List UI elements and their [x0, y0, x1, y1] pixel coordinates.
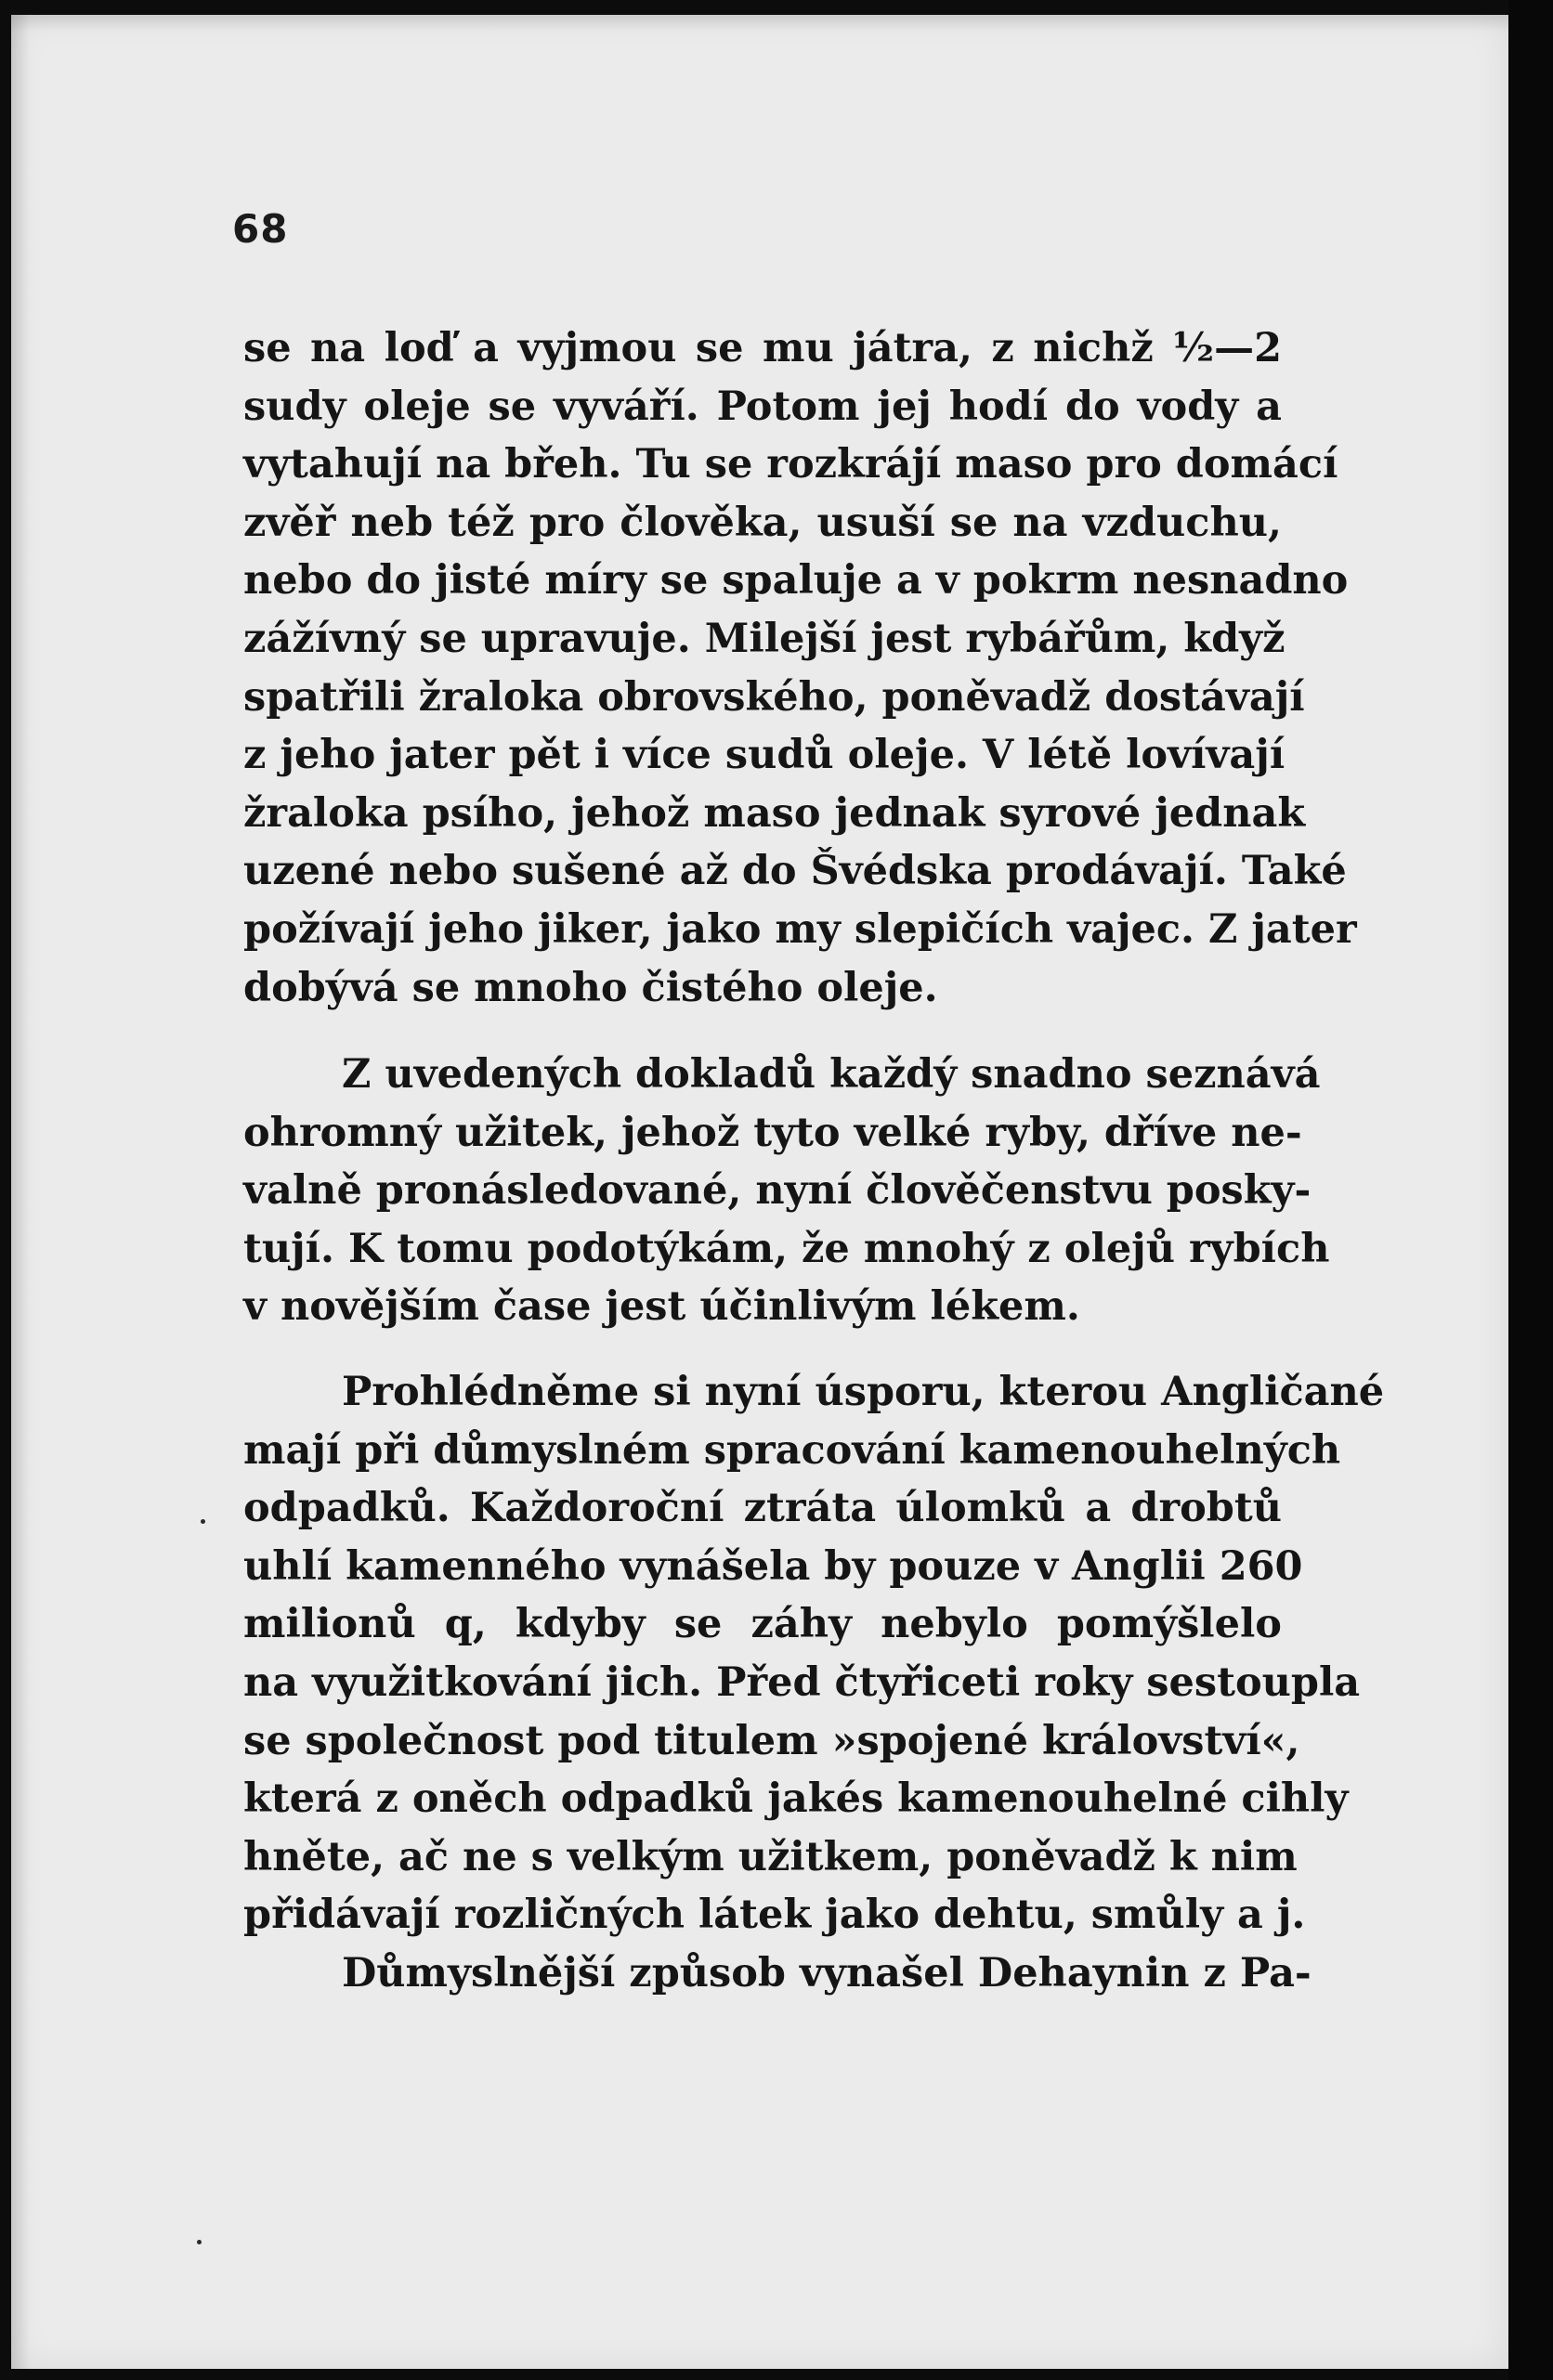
text-line: v novějším čase jest účinlivým lékem. — [243, 1283, 1080, 1331]
page-top-shadow — [11, 15, 1508, 32]
text-line: požívají jeho jiker, jako my slepičích vajec. Z jater — [243, 905, 1357, 953]
text-line: která z oněch odpadků jakés kamenouhelné cihly — [243, 1775, 1349, 1823]
page-edge-shadow — [11, 15, 30, 2369]
text-line: valně pronásledované, nyní člověčenstvu posky- — [243, 1167, 1312, 1215]
text-line: uhlí kamenného vynášela by pouze v Anglii 260 — [243, 1542, 1303, 1590]
paragraph-3 — [243, 1363, 1385, 2003]
text-line: mají při důmyslném spracování kamenouhelných — [243, 1426, 1341, 1474]
text-line: se na loď a vyjmou se mu játra, z nichž ½—2 — [243, 325, 1282, 371]
text-line: vytahují na břeh. Tu se rozkrájí maso pro domácí — [243, 441, 1338, 488]
text-line: ohromný užitek, jehož tyto velké ryby, dříve ne- — [243, 1109, 1302, 1156]
text-line: hněte, ač ne s velkým užitkem, poněvadž k nim — [243, 1833, 1298, 1880]
text-line: z jeho jater pět i více sudů oleje. V létě lovívají — [243, 732, 1285, 779]
scan-speck — [201, 1519, 205, 1524]
paragraph-2 — [243, 1046, 1330, 1336]
text-line: se společnost pod titulem »spojené království«, — [243, 1717, 1300, 1764]
text-line: na využitkování jich. Před čtyřiceti roky sestoupla — [243, 1658, 1361, 1706]
text-line: tují. K tomu podotýkám, že mnohý z olejů rybích — [243, 1225, 1330, 1272]
text-line: zážívný se upravuje. Milejší jest rybářům, když — [243, 615, 1285, 662]
paragraph-1 — [243, 319, 1357, 1017]
text-line: dobývá se mnoho čistého oleje. — [243, 964, 938, 1011]
page-number: 68 — [232, 206, 289, 252]
scan-speck — [197, 2240, 202, 2244]
text-line: Prohlédněme si nyní úsporu, kterou Angličané — [342, 1369, 1385, 1415]
text-line: přidávají rozličných látek jako dehtu, smůly a j. — [243, 1892, 1306, 1939]
text-line: odpadků. Každoroční ztráta úlomků a drobtů — [243, 1485, 1282, 1532]
text-line: Důmyslnější způsob vynašel Dehaynin z Pa- — [342, 1949, 1312, 1996]
text-line: spatřili žraloka obrovského, poněvadž dostávají — [243, 673, 1305, 721]
text-line: sudy oleje se vyváří. Potom jej hodí do vody a — [243, 383, 1282, 430]
text-line: žraloka psího, jehož maso jednak syrové jednak — [243, 789, 1306, 837]
text-line: Z uvedených dokladů každý snadno seznává — [342, 1051, 1321, 1098]
scan-border — [1508, 0, 1553, 2380]
text-line: nebo do jisté míry se spaluje a v pokrm nesnadno — [243, 557, 1349, 605]
text-line: uzené nebo sušené až do Švédska prodávají. Také — [243, 848, 1347, 895]
text-line: milionů q, kdyby se záhy nebylo pomýšlelo — [243, 1601, 1282, 1648]
text-line: zvěř neb též pro člověka, usuší se na vzduchu, — [243, 499, 1282, 546]
